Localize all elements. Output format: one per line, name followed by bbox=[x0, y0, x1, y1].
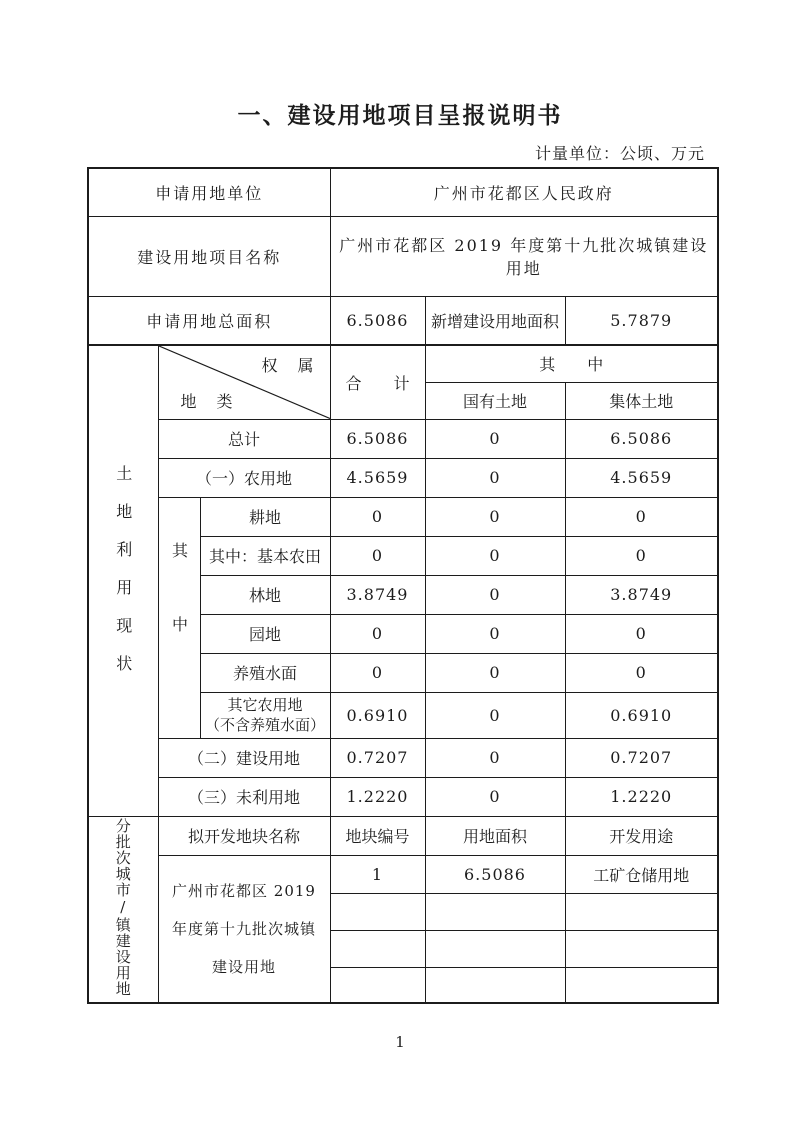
col-header-among: 其 中 bbox=[425, 345, 718, 382]
landuse-row-label: （二）建设用地 bbox=[158, 738, 330, 777]
landuse-row-label: （三）未利用地 bbox=[158, 777, 330, 816]
landuse-row-label-line2: （不含养殖水面） bbox=[204, 716, 325, 734]
landuse-row-collective: 0.6910 bbox=[565, 692, 718, 738]
landuse-row-label-line1: 其它农用地 bbox=[227, 695, 303, 714]
among-strip-label: 其中 bbox=[169, 541, 189, 690]
landuse-row-total: 4.5659 bbox=[330, 458, 425, 497]
total-area-label-cell: 申请用地总面积 bbox=[88, 296, 330, 345]
applicant-label-cell: 申请用地单位 bbox=[88, 168, 330, 216]
applicant-value-cell: 广州市花都区人民政府 bbox=[330, 168, 718, 216]
landuse-row-total: 0 bbox=[330, 536, 425, 575]
landuse-row-total: 0 bbox=[330, 653, 425, 692]
batch-header-no: 地块编号 bbox=[330, 816, 425, 855]
landuse-row-state: 0 bbox=[425, 653, 565, 692]
batch-row-purpose bbox=[565, 930, 718, 967]
landuse-row-label: 林地 bbox=[200, 575, 330, 614]
project-label-cell: 建设用地项目名称 bbox=[88, 216, 330, 296]
landuse-row-total: 0.6910 bbox=[330, 692, 425, 738]
landuse-row-total: 6.5086 bbox=[330, 419, 425, 458]
landuse-row-collective: 0 bbox=[565, 614, 718, 653]
table-row bbox=[88, 497, 718, 536]
col-header-collective-land: 集体土地 bbox=[565, 382, 718, 419]
landuse-row-collective: 0 bbox=[565, 653, 718, 692]
batch-header-row bbox=[88, 816, 718, 855]
table-row bbox=[88, 738, 718, 777]
landuse-row-state: 0 bbox=[425, 777, 565, 816]
landuse-row-total: 0 bbox=[330, 614, 425, 653]
landuse-row-label: 养殖水面 bbox=[200, 653, 330, 692]
landuse-row-label: 园地 bbox=[200, 614, 330, 653]
col-header-state-land: 国有土地 bbox=[425, 382, 565, 419]
total-area-value-cell: 6.5086 bbox=[330, 296, 425, 345]
landuse-row-state: 0 bbox=[425, 575, 565, 614]
landuse-row-collective: 1.2220 bbox=[565, 777, 718, 816]
landuse-row-label: 其中：基本农田 bbox=[200, 536, 330, 575]
landuse-row-state: 0 bbox=[425, 536, 565, 575]
landuse-row-total: 3.8749 bbox=[330, 575, 425, 614]
area-row bbox=[88, 296, 718, 345]
project-name-row bbox=[88, 216, 718, 296]
batch-row-no bbox=[330, 930, 425, 967]
batch-parcel-name-cell: 广州市花都区 2019 年度第十九批次城镇建设用地 bbox=[158, 855, 330, 1003]
applicant-row bbox=[88, 168, 718, 216]
landuse-header-row-1 bbox=[88, 345, 718, 382]
landuse-row-state: 0 bbox=[425, 738, 565, 777]
batch-row-no bbox=[330, 967, 425, 1003]
batch-row-no: 1 bbox=[330, 855, 425, 893]
new-area-value-cell: 5.7879 bbox=[565, 296, 718, 345]
landuse-row-collective: 3.8749 bbox=[565, 575, 718, 614]
landuse-row-collective: 0 bbox=[565, 497, 718, 536]
batch-row-purpose bbox=[565, 893, 718, 930]
page-number: 1 bbox=[395, 1033, 405, 1051]
landuse-row-collective: 6.5086 bbox=[565, 419, 718, 458]
unit-note: 计量单位：公顷、万元 bbox=[534, 144, 705, 163]
landuse-row-collective: 0.7207 bbox=[565, 738, 718, 777]
landuse-row-state: 0 bbox=[425, 458, 565, 497]
landuse-row-label: 总计 bbox=[158, 419, 330, 458]
project-value-cell: 广州市花都区 2019 年度第十九批次城镇建设用地 bbox=[330, 216, 718, 296]
among-strip-cell bbox=[158, 497, 200, 738]
landuse-row-label bbox=[200, 692, 330, 738]
col-header-total: 合 计 bbox=[330, 345, 425, 419]
landuse-row-state: 0 bbox=[425, 614, 565, 653]
table-row bbox=[88, 777, 718, 816]
batch-section-label: 分批次城市/镇建设用地 bbox=[113, 817, 132, 997]
table-row bbox=[88, 855, 718, 893]
main-form-table bbox=[87, 167, 719, 1004]
landuse-row-total: 0.7207 bbox=[330, 738, 425, 777]
batch-row-purpose bbox=[565, 967, 718, 1003]
landuse-row-total: 0 bbox=[330, 497, 425, 536]
batch-row-area bbox=[425, 967, 565, 1003]
batch-section-label-cell bbox=[88, 816, 158, 1003]
landuse-section-label-cell bbox=[88, 345, 158, 816]
batch-row-purpose: 工矿仓储用地 bbox=[565, 855, 718, 893]
landuse-row-label: （一）农用地 bbox=[158, 458, 330, 497]
batch-row-area bbox=[425, 893, 565, 930]
landuse-row-total: 1.2220 bbox=[330, 777, 425, 816]
diagonal-label-landtype: 地 类 bbox=[180, 391, 235, 411]
landuse-section-label: 土地利用现状 bbox=[113, 464, 133, 693]
table-row bbox=[88, 458, 718, 497]
batch-row-area: 6.5086 bbox=[425, 855, 565, 893]
batch-header-area: 用地面积 bbox=[425, 816, 565, 855]
batch-header-purpose: 开发用途 bbox=[565, 816, 718, 855]
diagonal-header-cell bbox=[158, 345, 330, 419]
new-area-label-cell: 新增建设用地面积 bbox=[425, 296, 565, 345]
table-row bbox=[88, 419, 718, 458]
landuse-row-collective: 4.5659 bbox=[565, 458, 718, 497]
landuse-row-state: 0 bbox=[425, 497, 565, 536]
landuse-row-state: 0 bbox=[425, 692, 565, 738]
document-title: 一、建设用地项目呈报说明书 bbox=[237, 103, 563, 129]
landuse-row-label: 耕地 bbox=[200, 497, 330, 536]
batch-row-no bbox=[330, 893, 425, 930]
batch-row-area bbox=[425, 930, 565, 967]
landuse-row-state: 0 bbox=[425, 419, 565, 458]
diagonal-label-ownership: 权 属 bbox=[261, 356, 316, 375]
landuse-row-collective: 0 bbox=[565, 536, 718, 575]
batch-header-name: 拟开发地块名称 bbox=[158, 816, 330, 855]
